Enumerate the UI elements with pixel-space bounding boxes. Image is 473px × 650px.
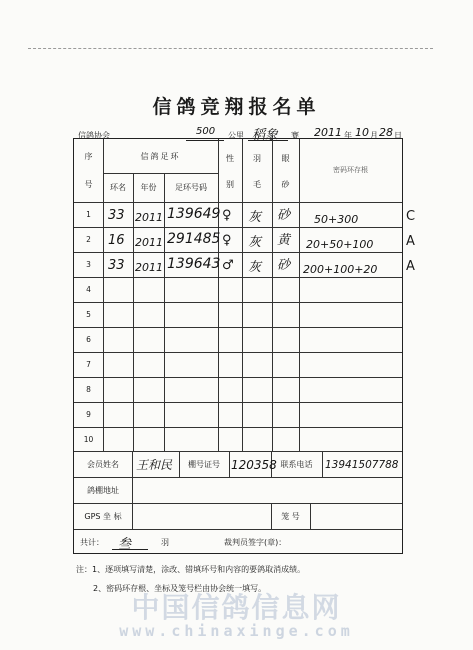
header-eye-bottom: 砂	[281, 179, 290, 189]
header-feather-top: 羽	[253, 153, 261, 163]
day-label: 日	[394, 131, 402, 140]
col-rule	[133, 173, 134, 451]
month-label: 月	[370, 131, 378, 140]
row-number: 3	[86, 260, 91, 269]
member-col-rule	[229, 451, 230, 477]
row-number: 2	[86, 235, 91, 244]
note-line-2: 2、密码环存根、坐标及笼号栏由协会统一填写。	[93, 584, 267, 593]
race-suffix: 赛	[291, 131, 299, 140]
cage-label: 笼 号	[281, 511, 300, 521]
row1-ring-name: 33	[108, 207, 125, 223]
header-seq-top: 序	[84, 151, 93, 161]
row1-sex: ♀	[222, 207, 232, 223]
header-bottom-rule	[74, 202, 402, 203]
header-code-stub: 密码环存根	[333, 166, 368, 174]
form-title: 信鸽竞翔报名单	[152, 96, 321, 118]
gps-row-rule	[74, 529, 402, 530]
col-rule	[164, 173, 165, 451]
row3-year: 2011	[135, 260, 163, 274]
row-rule	[74, 352, 402, 353]
total-label: 共计：	[80, 537, 104, 547]
row3-eye: 砂	[277, 257, 291, 273]
total-underline	[112, 549, 148, 550]
header-ring-number: 足环号码	[175, 182, 207, 192]
watermark-cn: 中国信鸽信息网	[131, 591, 342, 624]
row3-grade: A	[406, 259, 415, 274]
row1-eye: 砂	[277, 207, 291, 223]
row1-year: 2011	[135, 210, 163, 224]
row-number: 4	[86, 285, 91, 294]
row-rule	[74, 427, 402, 428]
row1-grade: C	[406, 209, 416, 224]
row1-ring-number: 139649	[167, 206, 221, 222]
header-ring-name: 环名	[110, 182, 126, 192]
row-rule	[74, 402, 402, 403]
member-col-rule	[322, 451, 323, 477]
col-rule	[299, 139, 300, 451]
member-name-label: 会员姓名	[87, 459, 119, 469]
distance-unit: 公里	[228, 131, 244, 140]
row-number: 10	[83, 434, 94, 444]
gps-label: GPS 坐 标	[84, 511, 122, 521]
header-year: 年份	[140, 182, 157, 192]
row3-ring-number: 139643	[167, 256, 221, 272]
phone-value: 13941507788	[325, 459, 399, 471]
row-rule	[74, 377, 402, 378]
header-ring-group: 信鸽足环	[140, 151, 181, 161]
distance-value: 500	[196, 126, 216, 137]
row3-ring-name: 33	[108, 257, 125, 273]
top-dashed-rule	[28, 48, 433, 49]
header-feather-bottom: 毛	[253, 179, 261, 189]
header-sex-bottom: 别	[226, 179, 234, 189]
row2-ring-name: 16	[108, 232, 125, 248]
address-col-rule	[132, 477, 133, 529]
row2-year: 2011	[135, 235, 163, 249]
loft-cert-label: 棚号证号	[188, 459, 220, 469]
header-eye-top: 眼	[281, 153, 290, 163]
row-rule	[74, 302, 402, 303]
phone-label: 联系电话	[280, 459, 313, 469]
year-label: 年	[344, 131, 352, 140]
gps-col-rule	[310, 503, 311, 529]
row-number: 6	[86, 335, 91, 344]
row-number: 1	[86, 210, 91, 219]
total-value: 叁	[118, 536, 132, 552]
row3-feather: 灰	[248, 259, 262, 275]
row2-sex: ♀	[222, 232, 232, 248]
row2-eye: 黄	[277, 232, 291, 248]
date-day: 28	[379, 126, 393, 139]
association-label: 信鸽协会	[78, 131, 110, 140]
row-number: 7	[86, 360, 91, 369]
header-sex-top: 性	[226, 153, 234, 163]
ring-subheader-rule	[103, 173, 218, 174]
header-seq-bottom: 号	[84, 179, 93, 189]
row1-stub: 50+300	[314, 212, 359, 226]
row-rule	[74, 327, 402, 328]
row1-feather: 灰	[248, 209, 262, 225]
row2-stub: 20+50+100	[306, 237, 374, 251]
member-name-value: 王和民	[136, 457, 173, 472]
registration-table	[73, 138, 403, 554]
referee-label: 裁判员签字(章)：	[224, 537, 287, 547]
watermark-url: www.chinaxinge.com	[119, 622, 354, 640]
row-number: 5	[86, 310, 91, 319]
date-year: 2011	[314, 126, 342, 139]
row3-sex: ♂	[222, 257, 234, 273]
row-number: 8	[86, 385, 91, 394]
member-col-rule	[132, 451, 133, 477]
row2-ring-number: 291485	[167, 231, 221, 247]
total-unit: 羽	[161, 537, 169, 547]
row2-grade: A	[406, 234, 415, 249]
race-name: 稻象	[252, 128, 279, 143]
row3-stub: 200+100+20	[303, 262, 378, 276]
loft-cert-value: 120358	[231, 458, 277, 472]
row-number: 9	[86, 410, 91, 419]
date-month: 10	[355, 126, 369, 139]
loft-address-label: 鸽棚地址	[87, 485, 119, 495]
row2-feather: 灰	[248, 234, 262, 250]
note-line-1: 注：1、逐项填写清楚，涂改、错填环号和内容的要鸽取消成绩。	[76, 565, 306, 574]
